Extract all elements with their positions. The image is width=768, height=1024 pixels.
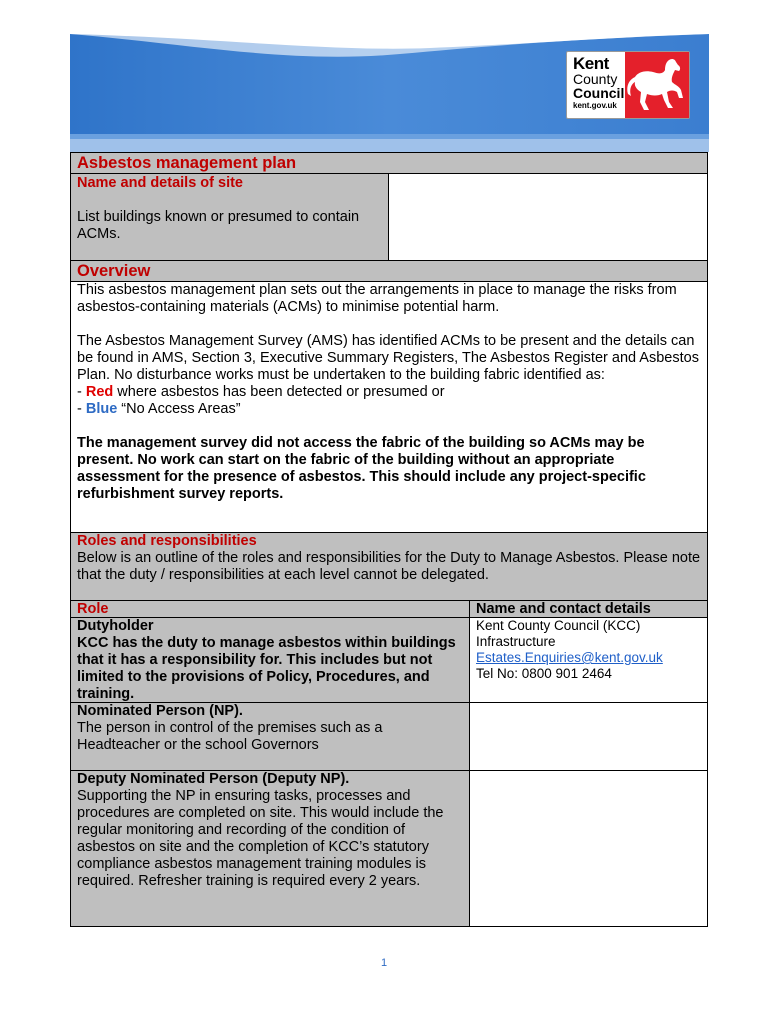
roles-intro-row <box>71 533 707 601</box>
logo-url: kent.gov.uk <box>573 101 617 110</box>
deputy-nominated-person-contact[interactable] <box>470 771 707 926</box>
red-area-text: where asbestos has been detected or presumed or <box>113 384 445 400</box>
role-row-deputy-nominated-person <box>71 771 707 926</box>
survey-warning: The management survey did not access the fabric of the building so ACMs may be present. No work can start on the fabric of the building without an appropriate assessment for the presence of asbestos. This should include any project-specific refurbishment survey reports. <box>77 435 646 502</box>
overview-title: Overview <box>77 262 151 280</box>
contact-dept: Infrastructure <box>476 634 556 649</box>
logo-word-council: Council <box>573 85 625 101</box>
overview-paragraph-1: This asbestos management plan sets out the arrangements in place to manage the risks from asbestos-containing materials (ACMs) to minimise potential harm. <box>77 282 677 315</box>
nominated-person-contact[interactable] <box>470 703 707 770</box>
plan-title: Asbestos management plan <box>77 154 297 172</box>
red-dash: - <box>77 384 86 400</box>
white-horse-icon <box>625 52 689 118</box>
plan-title-row <box>71 153 707 174</box>
site-details-value[interactable] <box>389 174 707 260</box>
role-row-nominated-person <box>71 703 707 771</box>
blue-area-text: “No Access Areas” <box>117 401 241 417</box>
logo-word-county: County <box>573 71 618 87</box>
role-title: Deputy Nominated Person (Deputy NP). <box>77 771 350 787</box>
blue-keyword: Blue <box>85 401 118 417</box>
role-title: Dutyholder <box>77 618 154 634</box>
role-row-dutyholder <box>71 618 707 703</box>
contact-org: Kent County Council (KCC) <box>476 618 641 633</box>
role-column-header: Role <box>71 601 470 617</box>
role-description: KCC has the duty to manage asbestos within buildings that it has a responsibility for. This includes but not limited to the provisions of Policy, Procedures, and training. <box>77 635 456 702</box>
kcc-logo <box>566 51 690 119</box>
asbestos-plan-table <box>70 152 708 927</box>
overview-body-row <box>71 282 707 533</box>
role-description: Supporting the NP in ensuring tasks, processes and procedures are completed on site. This would include the regular monitoring and recording of the condition of asbestos on site and the completion of KCC’s statutory compliance asbestos management training modules is required. Refresher training is required every 2 years. <box>77 788 444 889</box>
overview-title-row <box>71 261 707 282</box>
site-details-row <box>71 174 707 261</box>
page-number: 1 <box>380 957 388 969</box>
overview-paragraph-2: The Asbestos Management Survey (AMS) has identified ACMs to be present and the details can be found in AMS, Section 3, Executive Summary Registers, The Asbestos Register and Asbestos Plan. No disturbance works must be undertaken to the building fabric identified as: <box>77 333 699 383</box>
blue-dash: - <box>77 401 86 417</box>
blue-area-line <box>77 401 701 418</box>
roles-header-row <box>71 601 707 618</box>
contact-phone: Tel No: 0800 901 2464 <box>476 666 612 681</box>
roles-intro: Below is an outline of the roles and responsibilities for the Duty to Manage Asbestos. Please note that the duty / responsibilities at each level cannot be delegated. <box>77 550 701 583</box>
dutyholder-contact <box>470 618 707 702</box>
site-buildings-instruction: List buildings known or presumed to contain ACMs. <box>77 209 360 242</box>
contact-email-link[interactable]: Estates.Enquiries@kent.gov.uk <box>476 650 663 665</box>
logo-word-kent: Kent <box>573 54 609 73</box>
site-details-label: Name and details of site <box>77 175 243 191</box>
contact-column-header: Name and contact details <box>470 601 707 617</box>
roles-title: Roles and responsibilities <box>77 533 257 549</box>
logo-wordmark <box>573 55 624 111</box>
red-keyword: Red <box>85 384 114 400</box>
role-title: Nominated Person (NP). <box>77 703 243 719</box>
role-description: The person in control of the premises such as a Headteacher or the school Governors <box>77 720 383 753</box>
red-area-line <box>77 384 701 401</box>
site-details-label-cell <box>71 174 389 260</box>
